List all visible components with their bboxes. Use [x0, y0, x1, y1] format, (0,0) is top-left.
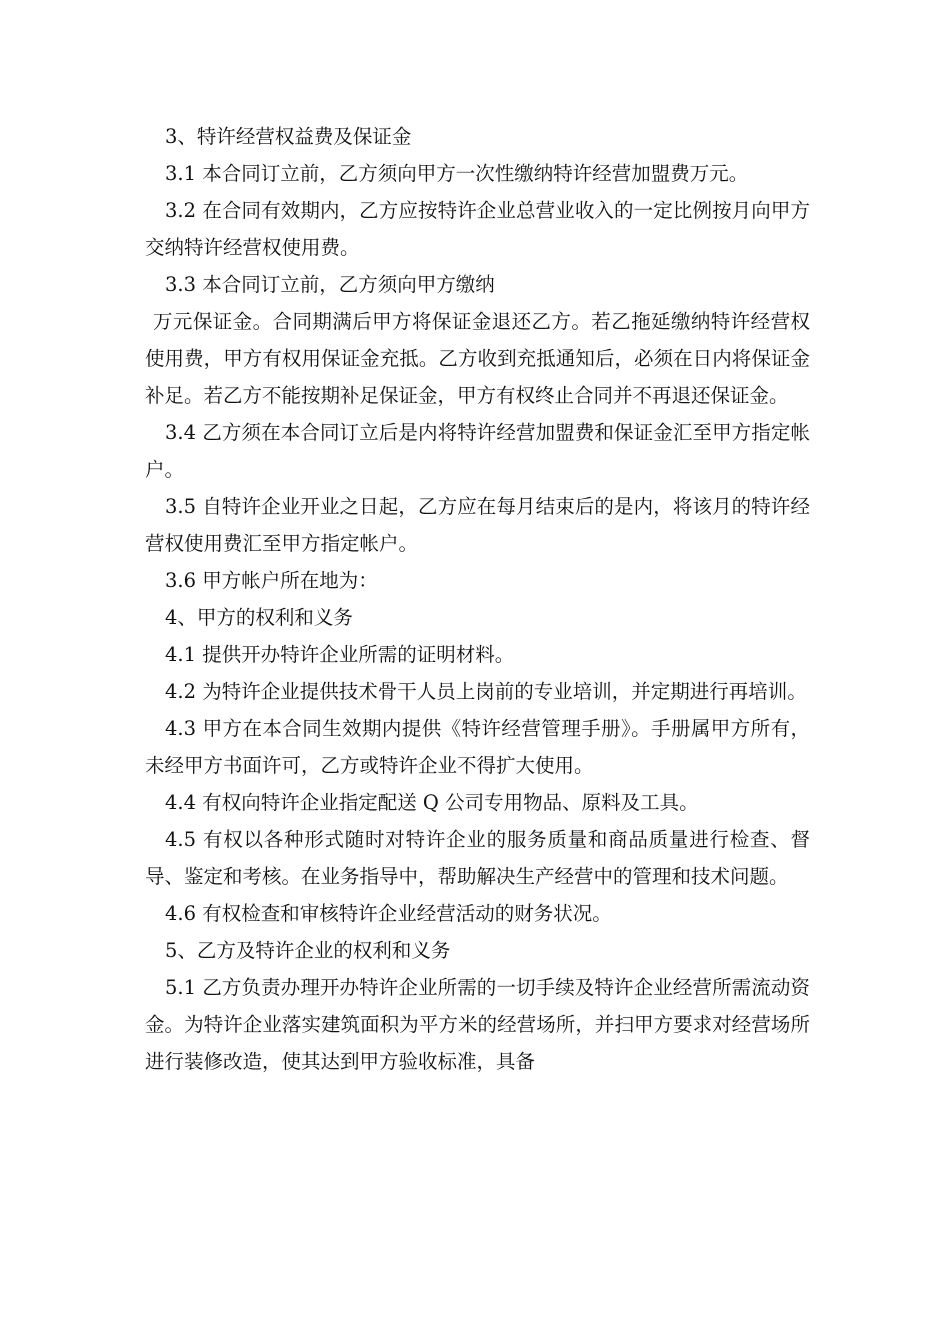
clause-4-1: 4.1 提供开办特许企业所需的证明材料。 — [165, 643, 515, 666]
section-heading-3: 3、特许经营权益费及保证金 — [165, 125, 412, 148]
clause-3-2: 3.2 在合同有效期内，乙方应按特许企业总营业收入的一定比例按月向甲方交纳特许经营权使用费。 — [145, 199, 810, 259]
clause-3-3: 3.3 本合同订立前，乙方须向甲方缴纳 — [165, 273, 495, 296]
section-heading-4: 4、甲方的权利和义务 — [165, 606, 353, 629]
clause-5-1: 5.1 乙方负责办理开办特许企业所需的一切手续及特许企业经营所需流动资金。为特许企业落实建筑面积为平方米的经营场所，并扫甲方要求对经营场所进行装修改造，使其达到甲方验收标准，具备 — [145, 976, 810, 1073]
document-page — [145, 118, 810, 1080]
section-heading-5: 5、乙方及特许企业的权利和义务 — [165, 939, 451, 962]
clause-3-3-continued: 万元保证金。合同期满后甲方将保证金退还乙方。若乙拖延缴纳特许经营权使用费，甲方有权用保证金充抵。乙方收到充抵通知后，必须在日内将保证金补足。若乙方不能按期补足保证金，甲方有权终止合同并不再退还保证金。 — [145, 310, 810, 407]
clause-3-1: 3.1 本合同订立前，乙方须向甲方一次性缴纳特许经营加盟费万元。 — [165, 162, 749, 185]
clause-4-2: 4.2 为特许企业提供技术骨干人员上岗前的专业培训，并定期进行再培训。 — [165, 680, 807, 703]
clause-4-4: 4.4 有权向特许企业指定配送 Q 公司专用物品、原料及工具。 — [165, 791, 699, 814]
clause-3-5: 3.5 自特许企业开业之日起，乙方应在每月结束后的是内，将该月的特许经营权使用费汇至甲方指定帐户。 — [145, 495, 810, 555]
clause-4-5: 4.5 有权以各种形式随时对特许企业的服务质量和商品质量进行检查、督导、鉴定和考核。在业务指导中，帮助解决生产经营中的管理和技术问题。 — [145, 828, 810, 888]
clause-3-6: 3.6 甲方帐户所在地为： — [165, 569, 378, 592]
clause-4-3: 4.3 甲方在本合同生效期内提供《特许经营管理手册》。手册属甲方所有，未经甲方书面许可，乙方或特许企业不得扩大使用。 — [145, 717, 810, 777]
clause-3-4: 3.4 乙方须在本合同订立后是内将特许经营加盟费和保证金汇至甲方指定帐户。 — [145, 421, 810, 481]
clause-4-6: 4.6 有权检查和审核特许企业经营活动的财务状况。 — [165, 902, 612, 925]
